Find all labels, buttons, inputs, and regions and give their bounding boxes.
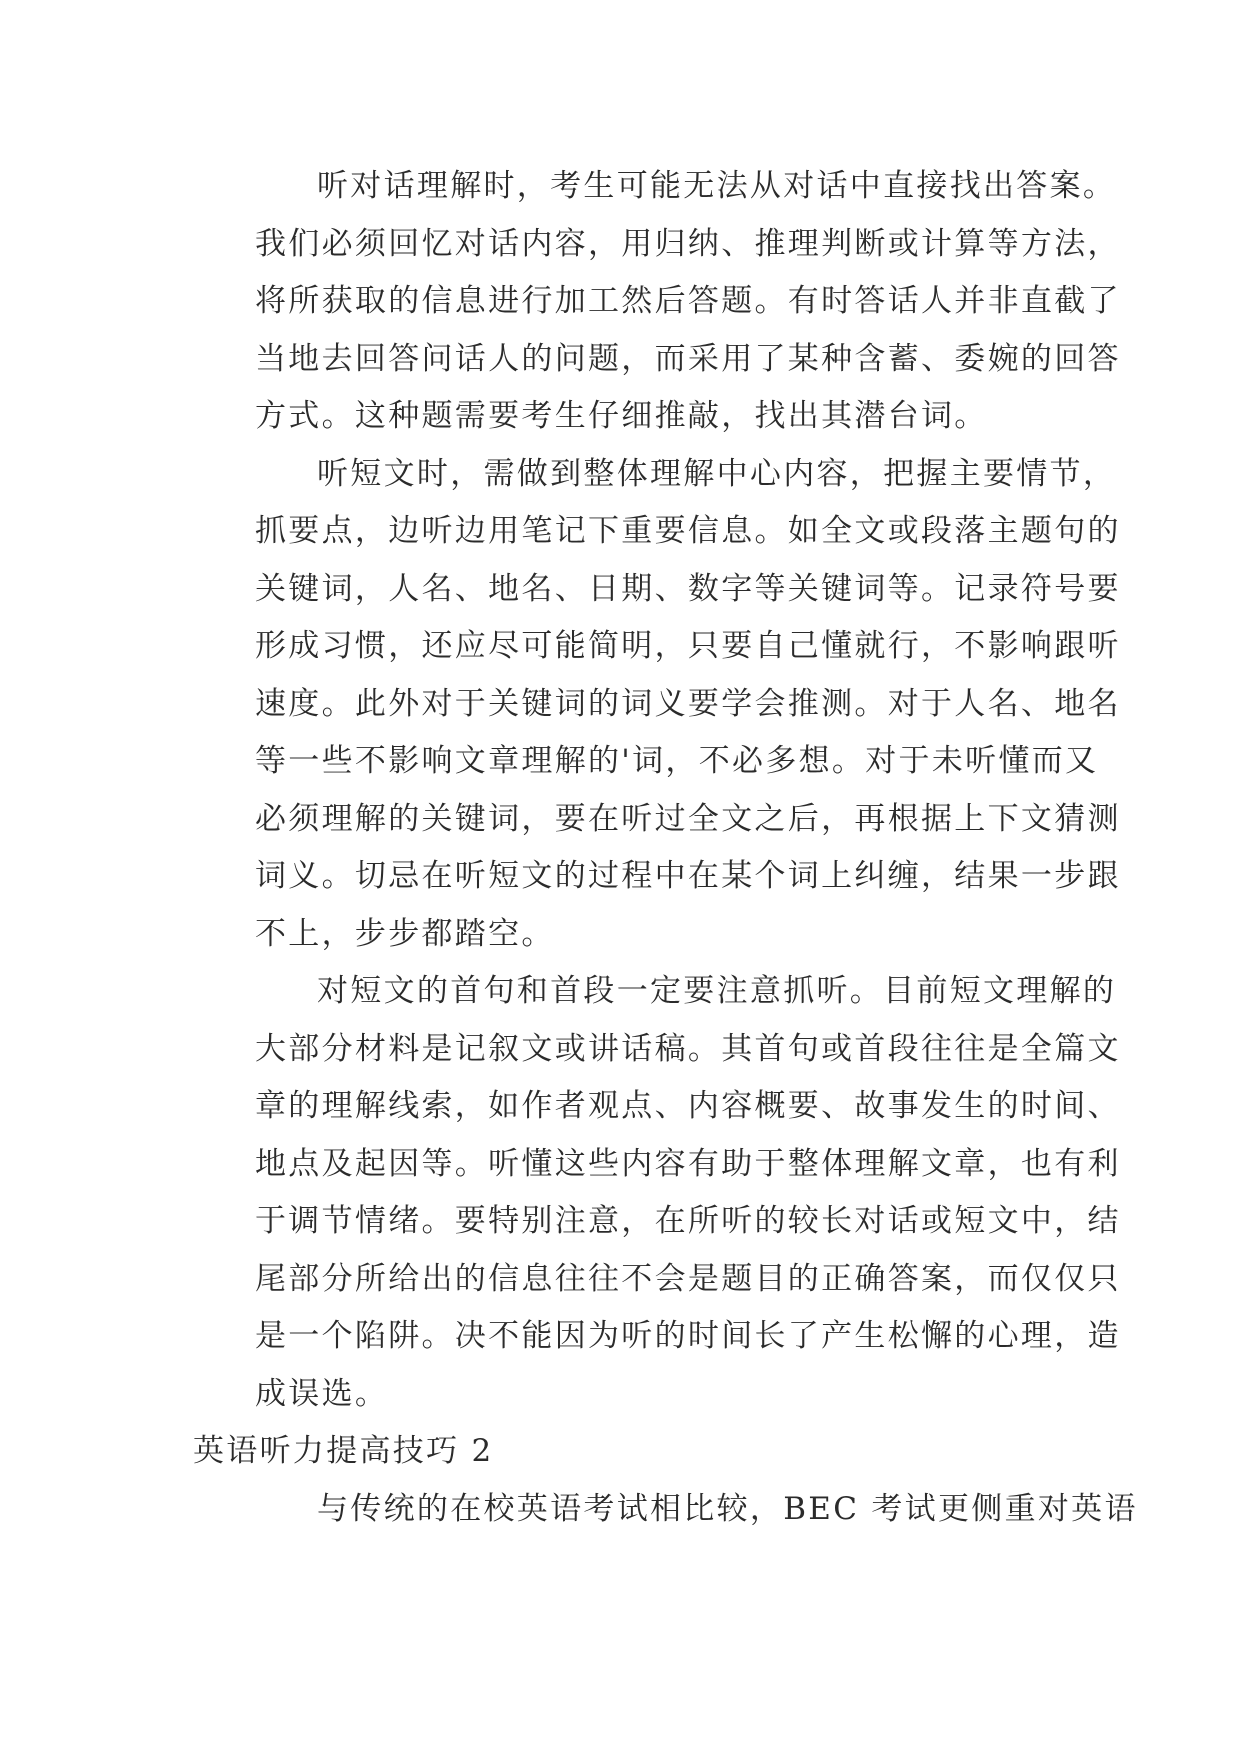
- paragraph-first-sentence: [193, 963, 1121, 1423]
- text-line: 尾部分所给出的信息往往不会是题目的正确答案，而仅仅只: [255, 1260, 1121, 1297]
- text-line: 关键词，人名、地名、日期、数字等关键词等。记录符号要: [255, 570, 1121, 607]
- text-line: 地点及起因等。听懂这些内容有助于整体理解文章，也有利: [255, 1145, 1121, 1182]
- text-line: 听对话理解时，考生可能无法从对话中直接找出答案。: [317, 168, 1117, 204]
- text-line: 大部分材料是记叙文或讲话稿。其首句或首段往往是全篇文: [255, 1030, 1121, 1067]
- text-line: 必须理解的关键词，要在听过全文之后，再根据上下文猜测: [255, 800, 1121, 837]
- document-body: [193, 158, 1138, 1538]
- text-line: 是一个陷阱。决不能因为听的时间长了产生松懈的心理，造: [255, 1318, 1121, 1354]
- text-line: 听短文时，需做到整体理解中心内容，把握主要情节，: [317, 455, 1117, 492]
- text-line: 等一些不影响文章理解的'词，不必多想。对于未听懂而又: [255, 743, 1099, 779]
- text-line: 于调节情绪。要特别注意，在所听的较长对话或短文中，结: [255, 1203, 1121, 1239]
- text-line: 抓要点，边听边用笔记下重要信息。如全文或段落主题句的: [255, 513, 1121, 549]
- paragraph-short-passage: [193, 446, 1121, 964]
- text-line: 方式。这种题需要考生仔细推敲，找出其潜台词。: [255, 398, 988, 434]
- paragraph-dialogue-comprehension: [193, 158, 1121, 446]
- text-line: 章的理解线索，如作者观点、内容概要、故事发生的时间、: [255, 1088, 1121, 1124]
- text-line: 与传统的在校英语考试相比较，BEC 考试更侧重对英语: [317, 1490, 1138, 1527]
- text-line: 形成习惯，还应尽可能简明，只要自己懂就行，不影响跟听: [255, 628, 1121, 664]
- text-line: 对短文的首句和首段一定要注意抓听。目前短文理解的: [317, 973, 1117, 1009]
- text-line: 将所获取的信息进行加工然后答题。有时答话人并非直截了: [255, 283, 1121, 319]
- text-line: 成误选。: [255, 1375, 389, 1412]
- paragraph-bec-intro: [193, 1481, 1138, 1539]
- text-line: 不上，步步都踏空。: [255, 915, 555, 952]
- text-line: 词义。切忌在听短文的过程中在某个词上纠缠，结果一步跟: [255, 858, 1121, 894]
- text-line: 速度。此外对于关键词的词义要学会推测。对于人名、地名: [255, 685, 1121, 722]
- text-line: 当地去回答问话人的问题，而采用了某种含蓄、委婉的回答: [255, 340, 1121, 377]
- section-heading: [193, 1423, 1063, 1481]
- heading-text: 英语听力提高技巧 2: [193, 1433, 494, 1469]
- text-line: 我们必须回忆对话内容，用归纳、推理判断或计算等方法，: [255, 225, 1121, 262]
